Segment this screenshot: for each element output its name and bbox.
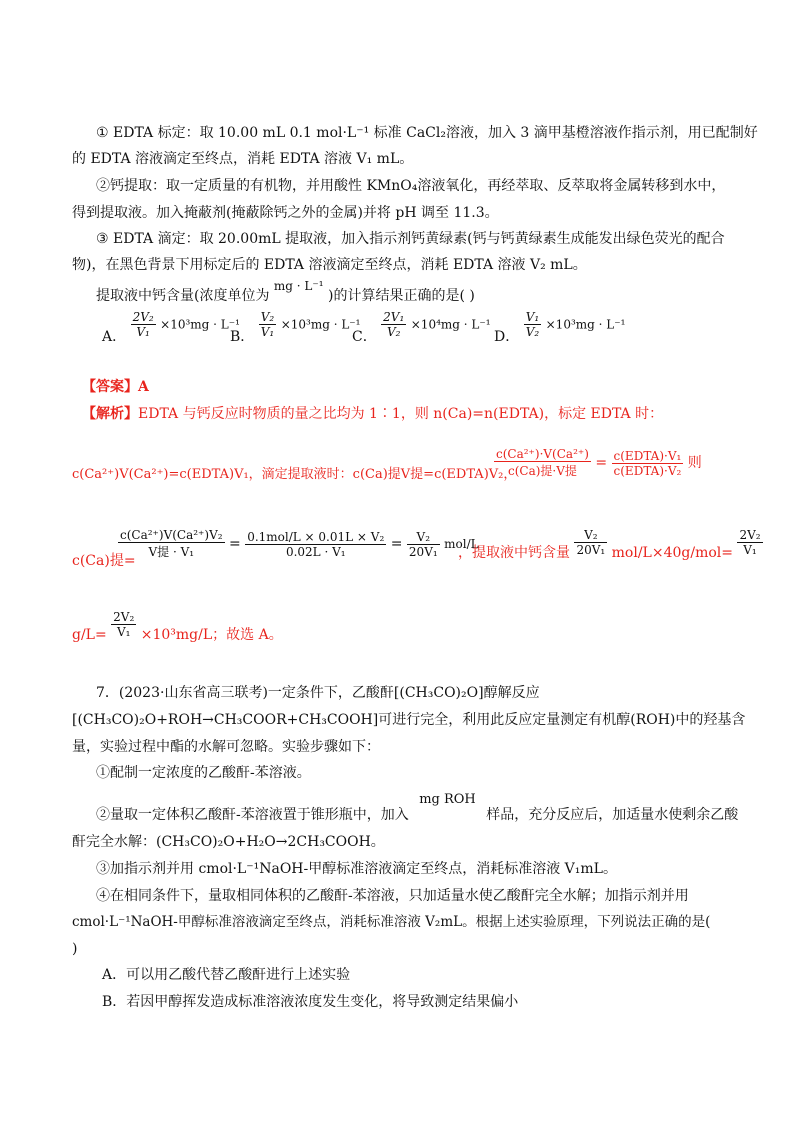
analysis-tag: 【解析】 [82, 406, 138, 422]
analysis-calc-chain: $\frac{\text{c(Ca²⁺)V(Ca²⁺)V₂}}{\text{V提 · V₁}}$ = $\frac{\text{0.1mol/L × 0.01L × V₂}}{\text{0.02L · V₁}}$ = $\frac{\text{V₂}}{\text{20V₁}}$ mol/L [120, 528, 479, 559]
frac-calc-3-num: V₂ [416, 529, 431, 544]
analysis-line2a: c(Ca²⁺)V(Ca²⁺)=c(EDTA)V₁，滴定提取液时：c(Ca)提V提=c(EDTA)V₂， [72, 467, 517, 482]
frac-calc-1-den: V提 · V₁ [118, 542, 225, 560]
frac-calc-2 [245, 530, 386, 559]
frac-equals: = [595, 455, 608, 471]
q6-question-prefix: 提取液中钙含量(浓度单位为 [96, 288, 270, 304]
option-a-den: V₁ [131, 324, 156, 339]
frac-calc-5-num: 2V₂ [739, 528, 761, 542]
frac-calc-4-num: V₂ [584, 528, 598, 542]
frac-calc-1-num: c(Ca²⁺)V(Ca²⁺)V₂ [120, 528, 223, 542]
frac-calc-1 [118, 528, 225, 560]
option-b [230, 310, 361, 345]
answer-tag: 【答案】 [82, 379, 138, 395]
q7-step4-line1: ④在相同条件下，量取相同体积的乙酸酐-苯溶液，只加适量水使乙酸酐完全水解；加指示剂并用 [96, 888, 689, 904]
option-d-tail: ×10³mg · L⁻¹ [545, 317, 626, 332]
q7-step2-prefix: ②量取一定体积乙酸酐-苯溶液置于锥形瓶中，加入 [96, 807, 409, 823]
option-b-num: V₂ [260, 310, 275, 324]
q7-step4-line3: ) [72, 941, 78, 957]
q6-question-suffix: )的计算结果正确的是( ) [328, 288, 475, 304]
q7-step2-mass: mg ROH [419, 792, 476, 807]
q7-line2: [(CH₃CO)₂O+ROH→CH₃COOR+CH₃COOH]可进行完全，利用此反应定量测定有机醇(ROH)中的羟基含 [72, 712, 746, 728]
analysis-line3-tail: mol/L×40g/mol= [611, 544, 733, 561]
option-d-num: V₁ [525, 310, 540, 324]
option-a-num: 2V₂ [132, 310, 154, 324]
option-c [352, 310, 491, 345]
option-b-label: B． [230, 328, 255, 345]
analysis-line3-mid: ，提取液中钙含量 [458, 544, 570, 561]
q6-step3-line1: ③ EDTA 滴定：取 20.00mL 提取液，加入指示剂钙黄绿素(钙与钙黄绿素生成能发出绿色荧光的配合 [96, 231, 725, 247]
option-c-label: C． [352, 328, 377, 345]
analysis-line1 [82, 405, 663, 423]
q7-step4-line2: cmol·L⁻¹NaOH-甲醇标准溶液滴定至终点，消耗标准溶液 V₂mL。根据上述实验原理，下列说法正确的是( [72, 914, 711, 930]
answer-value: A [138, 379, 149, 395]
option-d-den: V₂ [525, 325, 540, 339]
frac-calc-6-num: 2V₂ [113, 610, 135, 624]
frac-calc-3-unit: mol/L [444, 537, 479, 551]
frac-calc-4-den: 20V₁ [576, 543, 606, 557]
frac-ca-ratio-num: c(Ca²⁺)·V(Ca²⁺) [496, 447, 589, 461]
analysis-line4-suffix: ×10³mg/L；故选 A。 [140, 626, 283, 643]
q6-step2-line2: 得到提取液。加入掩蔽剂(掩蔽除钙之外的金属)并将 pH 调至 11.3。 [72, 205, 499, 221]
q6-step3-line2: 物)，在黑色背景下用标定后的 EDTA 溶液滴定至终点，消耗 EDTA 溶液 V₂ mL。 [72, 257, 587, 273]
q7-step2-line2: 酐完全水解：(CH₃CO)₂O+H₂O→2CH₃COOH。 [72, 834, 385, 850]
analysis-line1-text: EDTA 与钙反应时物质的量之比均为 1∶1，则 n(Ca)=n(EDTA)，标定 EDTA 时： [138, 406, 664, 422]
analysis-frac-group1 [494, 447, 702, 479]
frac-calc-6 [111, 610, 136, 639]
option-c-tail: ×10⁴mg · L⁻¹ [410, 317, 491, 332]
analysis-line3-rest [458, 528, 763, 561]
option-a [102, 310, 240, 345]
frac-calc-5 [737, 528, 762, 557]
option-a-frac [131, 310, 156, 339]
option-c-frac [381, 310, 406, 339]
analysis-line4-prefix: g/L= [72, 626, 107, 643]
q6-step1-line2: 的 EDTA 溶液滴定至终点，消耗 EDTA 溶液 V₁ mL。 [72, 151, 414, 167]
q6-question-unit: mg · L⁻¹ [273, 279, 324, 293]
option-a-tail: ×10³mg · L⁻¹ [160, 317, 240, 332]
q7-option-b: B．若因甲醇挥发造成标准溶液浓度发生变化，将导致测定结果偏小 [102, 994, 519, 1010]
frac-ca-ratio [494, 447, 591, 479]
q7-step3: ③加指示剂并用 cmol·L⁻¹NaOH-甲醇标准溶液滴定至终点，消耗标准溶液 V₁mL。 [96, 861, 617, 877]
analysis-then: 则 [687, 455, 702, 471]
frac-edta-ratio-den: c(EDTA)·V₂ [613, 463, 682, 478]
option-b-tail: ×10³mg · L⁻¹ [280, 317, 361, 332]
frac-calc-2-den: 0.02L · V₁ [245, 544, 386, 559]
frac-edta-ratio-num: c(EDTA)·V₁ [613, 448, 682, 463]
q7-option-a: A．可以用乙酸代替乙酸酐进行上述实验 [102, 967, 351, 983]
answer-line [82, 378, 149, 396]
q7-line1: 7．(2023·山东省高三联考)一定条件下，乙酸酐[(CH₃CO)₂O]醇解反应 [96, 685, 540, 701]
q6-question [96, 279, 475, 305]
option-d-label: D． [494, 328, 520, 345]
q6-step2-line1: ②钙提取：取一定质量的有机物，并用酸性 KMnO₄溶液氧化，再经萃取、反萃取将金属转移到水中， [96, 178, 726, 194]
frac-edta-ratio [612, 449, 684, 478]
q7-step2-suffix: 样品，充分反应后，加适量水使剩余乙酸 [486, 807, 739, 823]
option-b-frac [259, 310, 276, 339]
q7-step2 [96, 792, 739, 825]
analysis-line3-prefix: c(Ca)提= [72, 553, 136, 569]
q6-step1-line1: ① EDTA 标定：取 10.00 mL 0.1 mol·L⁻¹ 标准 CaCl₂溶液，加入 3 滴甲基橙溶液作指示剂，用已配制好 [96, 125, 758, 141]
frac-calc-3-den: 20V₁ [408, 544, 438, 559]
frac-calc-5-den: V₁ [737, 542, 762, 557]
frac-calc-2-num: 0.1mol/L × 0.01L × V₂ [247, 529, 385, 544]
frac-calc-4 [574, 528, 607, 557]
option-d-frac [524, 310, 541, 339]
option-b-den: V₁ [260, 325, 275, 339]
option-c-num: 2V₁ [383, 310, 405, 324]
option-a-label: A． [102, 328, 127, 345]
option-c-den: V₂ [381, 324, 406, 339]
analysis-line4 [72, 610, 283, 643]
q7-line3: 量，实验过程中酯的水解可忽略。实验步骤如下： [72, 739, 380, 755]
option-d [494, 310, 626, 345]
frac-ca-ratio-den: c(Ca)提·V提 [494, 461, 591, 479]
frac-calc-3 [407, 530, 440, 559]
frac-calc-6-den: V₁ [111, 624, 136, 639]
q7-step1: ①配制一定浓度的乙酸酐-苯溶液。 [96, 765, 311, 781]
